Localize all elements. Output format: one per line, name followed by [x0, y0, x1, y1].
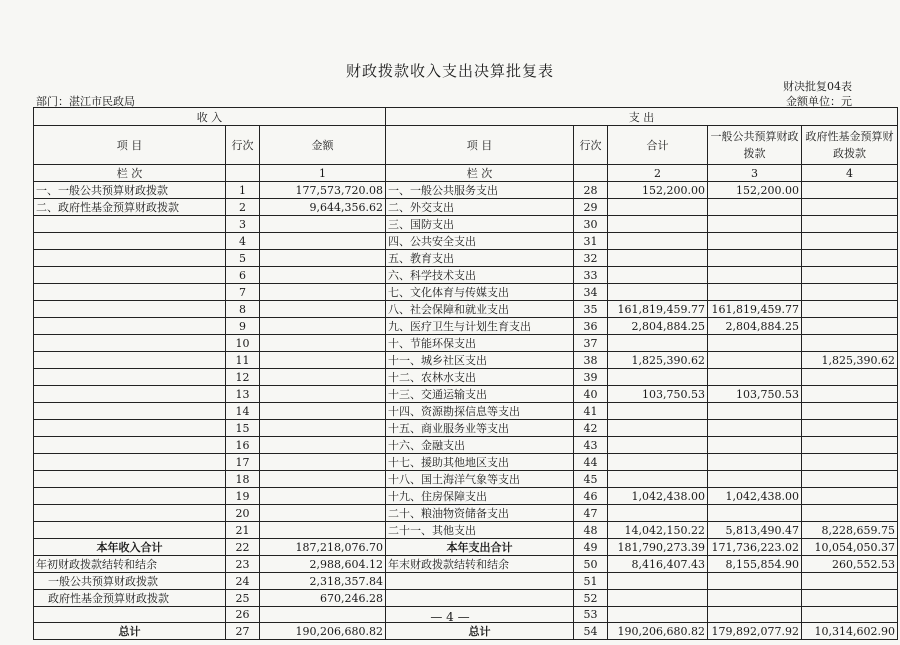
income-item	[34, 335, 226, 352]
income-line-no: 13	[226, 386, 260, 403]
income-amount	[260, 318, 386, 335]
column-label: 栏 次	[386, 165, 574, 182]
income-item: 一般公共预算财政拨款	[34, 573, 226, 590]
expense-line-no: 35	[574, 301, 608, 318]
expense-total	[608, 369, 708, 386]
income-amount: 190,206,680.82	[260, 623, 386, 640]
income-item: 本年收入合计	[34, 539, 226, 556]
expense-general-budget: 179,892,077.92	[708, 623, 802, 640]
expense-item: 总计	[386, 623, 574, 640]
budget-table	[33, 107, 898, 640]
table-row	[34, 590, 898, 607]
expense-item: 十七、援助其他地区支出	[386, 454, 574, 471]
expense-item: 本年支出合计	[386, 539, 574, 556]
income-line-no: 18	[226, 471, 260, 488]
expense-total: 1,042,438.00	[608, 488, 708, 505]
expense-gov-fund: 260,552.53	[802, 556, 898, 573]
expense-gov-fund	[802, 301, 898, 318]
income-line-no-header: 行次	[226, 126, 260, 165]
expense-general-budget	[708, 369, 802, 386]
expense-item	[386, 573, 574, 590]
expense-general-budget	[708, 233, 802, 250]
expense-item: 八、社会保障和就业支出	[386, 301, 574, 318]
income-amount: 9,644,356.62	[260, 199, 386, 216]
expense-item	[386, 590, 574, 607]
general-budget-header: 一般公共预算财政拨款	[708, 126, 802, 165]
income-item	[34, 403, 226, 420]
expense-line-no: 44	[574, 454, 608, 471]
expense-line-no: 41	[574, 403, 608, 420]
expense-general-budget: 5,813,490.47	[708, 522, 802, 539]
income-item: 年初财政拨款结转和结余	[34, 556, 226, 573]
expense-line-no-header: 行次	[574, 126, 608, 165]
expense-general-budget: 171,736,223.02	[708, 539, 802, 556]
expense-item: 十八、国土海洋气象等支出	[386, 471, 574, 488]
expense-line-no: 48	[574, 522, 608, 539]
column-index-row	[34, 165, 898, 182]
income-item	[34, 267, 226, 284]
expense-gov-fund	[802, 318, 898, 335]
expense-gov-fund	[802, 199, 898, 216]
table-row	[34, 335, 898, 352]
expense-total	[608, 284, 708, 301]
income-line-no: 3	[226, 216, 260, 233]
income-amount	[260, 369, 386, 386]
expense-total	[608, 403, 708, 420]
expense-gov-fund	[802, 369, 898, 386]
expense-total	[608, 199, 708, 216]
column-index-empty	[226, 165, 260, 182]
column-label: 栏 次	[34, 165, 226, 182]
income-amount	[260, 352, 386, 369]
expense-item: 十九、住房保障支出	[386, 488, 574, 505]
income-item	[34, 301, 226, 318]
income-amount	[260, 284, 386, 301]
expense-total	[608, 233, 708, 250]
expense-total: 103,750.53	[608, 386, 708, 403]
expense-total	[608, 471, 708, 488]
income-item	[34, 505, 226, 522]
expense-gov-fund	[802, 420, 898, 437]
income-item: 二、政府性基金预算财政拨款	[34, 199, 226, 216]
income-item: 总计	[34, 623, 226, 640]
expense-line-no: 32	[574, 250, 608, 267]
expense-general-budget	[708, 420, 802, 437]
income-item	[34, 352, 226, 369]
table-row	[34, 199, 898, 216]
expense-total	[608, 505, 708, 522]
table-row	[34, 386, 898, 403]
expense-general-budget: 1,042,438.00	[708, 488, 802, 505]
income-amount	[260, 386, 386, 403]
expense-general-budget	[708, 267, 802, 284]
expense-total: 1,825,390.62	[608, 352, 708, 369]
section-header-row	[34, 108, 898, 126]
expense-general-budget: 103,750.53	[708, 386, 802, 403]
expense-general-budget	[708, 216, 802, 233]
expense-line-no: 40	[574, 386, 608, 403]
expense-general-budget: 161,819,459.77	[708, 301, 802, 318]
expense-gov-fund: 10,314,602.90	[802, 623, 898, 640]
income-amount	[260, 471, 386, 488]
expense-general-budget	[708, 352, 802, 369]
expense-item: 十、节能环保支出	[386, 335, 574, 352]
expense-gov-fund	[802, 471, 898, 488]
income-item	[34, 471, 226, 488]
expense-total	[608, 573, 708, 590]
expense-gov-fund	[802, 335, 898, 352]
income-amount	[260, 335, 386, 352]
expense-line-no: 49	[574, 539, 608, 556]
expense-line-no: 45	[574, 471, 608, 488]
income-amount	[260, 437, 386, 454]
income-amount: 2,988,604.12	[260, 556, 386, 573]
expense-general-budget	[708, 403, 802, 420]
expense-total-header: 合计	[608, 126, 708, 165]
income-amount: 2,318,357.84	[260, 573, 386, 590]
income-item	[34, 318, 226, 335]
expense-general-budget	[708, 505, 802, 522]
expense-item: 十一、城乡社区支出	[386, 352, 574, 369]
table-row	[34, 522, 898, 539]
income-line-no: 22	[226, 539, 260, 556]
income-section-header: 收 入	[34, 108, 386, 126]
income-line-no: 26	[226, 607, 260, 623]
expense-line-no: 47	[574, 505, 608, 522]
expense-total	[608, 590, 708, 607]
income-line-no: 8	[226, 301, 260, 318]
expense-total	[608, 267, 708, 284]
expense-total: 181,790,273.39	[608, 539, 708, 556]
expense-gov-fund	[802, 590, 898, 607]
expense-gov-fund	[802, 267, 898, 284]
column-index-3: 3	[708, 165, 802, 182]
expense-line-no: 52	[574, 590, 608, 607]
income-line-no: 12	[226, 369, 260, 386]
expense-section-header: 支 出	[386, 108, 898, 126]
income-amount	[260, 233, 386, 250]
expense-line-no: 54	[574, 623, 608, 640]
form-code: 财决批复04表	[783, 80, 852, 93]
income-amount	[260, 216, 386, 233]
expense-item: 六、科学技术支出	[386, 267, 574, 284]
table-row	[34, 284, 898, 301]
income-item: 一、一般公共预算财政拨款	[34, 182, 226, 199]
income-line-no: 5	[226, 250, 260, 267]
income-item	[34, 284, 226, 301]
expense-total	[608, 216, 708, 233]
income-line-no: 24	[226, 573, 260, 590]
expense-gov-fund	[802, 437, 898, 454]
income-line-no: 23	[226, 556, 260, 573]
expense-line-no: 43	[574, 437, 608, 454]
table-row	[34, 250, 898, 267]
table-row	[34, 488, 898, 505]
income-line-no: 14	[226, 403, 260, 420]
expense-total	[608, 420, 708, 437]
expense-item: 二十一、其他支出	[386, 522, 574, 539]
expense-gov-fund: 8,228,659.75	[802, 522, 898, 539]
income-item	[34, 454, 226, 471]
table-row	[34, 539, 898, 556]
expense-line-no: 51	[574, 573, 608, 590]
table-row	[34, 301, 898, 318]
expense-item: 年末财政拨款结转和结余	[386, 556, 574, 573]
income-item: 政府性基金预算财政拨款	[34, 590, 226, 607]
expense-gov-fund: 10,054,050.37	[802, 539, 898, 556]
expense-general-budget: 152,200.00	[708, 182, 802, 199]
expense-total	[608, 454, 708, 471]
income-line-no: 2	[226, 199, 260, 216]
income-line-no: 17	[226, 454, 260, 471]
expense-item: 一、一般公共服务支出	[386, 182, 574, 199]
expense-line-no: 29	[574, 199, 608, 216]
expense-gov-fund	[802, 233, 898, 250]
page-title: 财政拨款收入支出决算批复表	[345, 62, 554, 80]
income-amount	[260, 420, 386, 437]
table-row	[34, 573, 898, 590]
column-index-2: 2	[608, 165, 708, 182]
expense-item: 十四、资源勘探信息等支出	[386, 403, 574, 420]
expense-gov-fund	[802, 488, 898, 505]
income-amount	[260, 403, 386, 420]
expense-total: 8,416,407.43	[608, 556, 708, 573]
table-row	[34, 182, 898, 199]
table-row	[34, 267, 898, 284]
income-line-no: 6	[226, 267, 260, 284]
expense-gov-fund: 1,825,390.62	[802, 352, 898, 369]
expense-item-header: 项 目	[386, 126, 574, 165]
income-line-no: 9	[226, 318, 260, 335]
income-line-no: 16	[226, 437, 260, 454]
income-line-no: 4	[226, 233, 260, 250]
expense-total	[608, 250, 708, 267]
expense-general-budget: 8,155,854.90	[708, 556, 802, 573]
table-row	[34, 556, 898, 573]
table-row	[34, 623, 898, 640]
income-item-header: 项 目	[34, 126, 226, 165]
table-row	[34, 216, 898, 233]
table-row	[34, 352, 898, 369]
expense-line-no: 42	[574, 420, 608, 437]
expense-gov-fund	[802, 505, 898, 522]
table-row	[34, 471, 898, 488]
expense-general-budget	[708, 590, 802, 607]
column-index-1: 1	[260, 165, 386, 182]
expense-gov-fund	[802, 216, 898, 233]
table-row	[34, 233, 898, 250]
income-amount-header: 金额	[260, 126, 386, 165]
expense-line-no: 30	[574, 216, 608, 233]
expense-general-budget	[708, 250, 802, 267]
table-row	[34, 505, 898, 522]
expense-line-no: 39	[574, 369, 608, 386]
expense-line-no: 38	[574, 352, 608, 369]
income-line-no: 19	[226, 488, 260, 505]
expense-line-no: 33	[574, 267, 608, 284]
expense-total: 2,804,884.25	[608, 318, 708, 335]
income-amount: 187,218,076.70	[260, 539, 386, 556]
income-line-no: 11	[226, 352, 260, 369]
expense-line-no: 37	[574, 335, 608, 352]
expense-item: 十二、农林水支出	[386, 369, 574, 386]
expense-total: 14,042,150.22	[608, 522, 708, 539]
income-item	[34, 250, 226, 267]
income-item	[34, 437, 226, 454]
expense-gov-fund	[802, 182, 898, 199]
income-amount	[260, 454, 386, 471]
expense-gov-fund	[802, 403, 898, 420]
expense-item: 十六、金融支出	[386, 437, 574, 454]
expense-item: 四、公共安全支出	[386, 233, 574, 250]
column-index-empty	[574, 165, 608, 182]
income-amount	[260, 505, 386, 522]
income-item	[34, 369, 226, 386]
income-item	[34, 522, 226, 539]
expense-total	[608, 335, 708, 352]
income-item	[34, 216, 226, 233]
gov-fund-header: 政府性基金预算财政拨款	[802, 126, 898, 165]
income-item	[34, 488, 226, 505]
department-label: 部门：湛江市民政局	[36, 95, 135, 108]
income-amount	[260, 301, 386, 318]
income-line-no: 21	[226, 522, 260, 539]
expense-general-budget	[708, 335, 802, 352]
income-line-no: 25	[226, 590, 260, 607]
expense-total: 161,819,459.77	[608, 301, 708, 318]
expense-line-no: 53	[574, 607, 608, 623]
income-item	[34, 233, 226, 250]
expense-item: 十三、交通运输支出	[386, 386, 574, 403]
income-line-no: 10	[226, 335, 260, 352]
expense-total: 190,206,680.82	[608, 623, 708, 640]
table-row	[34, 420, 898, 437]
income-amount	[260, 250, 386, 267]
income-line-no: 15	[226, 420, 260, 437]
page-number: — 4 —	[430, 610, 470, 624]
expense-general-budget	[708, 199, 802, 216]
expense-general-budget	[708, 471, 802, 488]
table-row	[34, 318, 898, 335]
income-amount	[260, 488, 386, 505]
expense-total	[608, 437, 708, 454]
table-row	[34, 437, 898, 454]
expense-general-budget	[708, 284, 802, 301]
income-amount	[260, 267, 386, 284]
table-row	[34, 369, 898, 386]
income-line-no: 20	[226, 505, 260, 522]
expense-item: 九、医疗卫生与计划生育支出	[386, 318, 574, 335]
expense-gov-fund	[802, 250, 898, 267]
expense-item: 二十、粮油物资储备支出	[386, 505, 574, 522]
income-line-no: 27	[226, 623, 260, 640]
expense-line-no: 31	[574, 233, 608, 250]
expense-line-no: 36	[574, 318, 608, 335]
expense-general-budget: 2,804,884.25	[708, 318, 802, 335]
expense-general-budget	[708, 454, 802, 471]
expense-item: 十五、商业服务业等支出	[386, 420, 574, 437]
income-line-no: 1	[226, 182, 260, 199]
column-index-4: 4	[802, 165, 898, 182]
expense-line-no: 28	[574, 182, 608, 199]
expense-line-no: 46	[574, 488, 608, 505]
income-item	[34, 386, 226, 403]
expense-general-budget	[708, 573, 802, 590]
table-row	[34, 454, 898, 471]
expense-gov-fund	[802, 454, 898, 471]
expense-total: 152,200.00	[608, 182, 708, 199]
income-amount: 177,573,720.08	[260, 182, 386, 199]
unit-label: 金额单位：元	[786, 95, 852, 108]
expense-line-no: 50	[574, 556, 608, 573]
table-row	[34, 403, 898, 420]
expense-general-budget	[708, 437, 802, 454]
income-amount: 670,246.28	[260, 590, 386, 607]
income-amount	[260, 522, 386, 539]
expense-item: 五、教育支出	[386, 250, 574, 267]
expense-item: 三、国防支出	[386, 216, 574, 233]
expense-gov-fund	[802, 573, 898, 590]
expense-line-no: 34	[574, 284, 608, 301]
expense-gov-fund	[802, 284, 898, 301]
income-item	[34, 420, 226, 437]
expense-item: 七、文化体育与传媒支出	[386, 284, 574, 301]
expense-item: 二、外交支出	[386, 199, 574, 216]
column-header-row	[34, 126, 898, 165]
expense-gov-fund	[802, 386, 898, 403]
income-line-no: 7	[226, 284, 260, 301]
